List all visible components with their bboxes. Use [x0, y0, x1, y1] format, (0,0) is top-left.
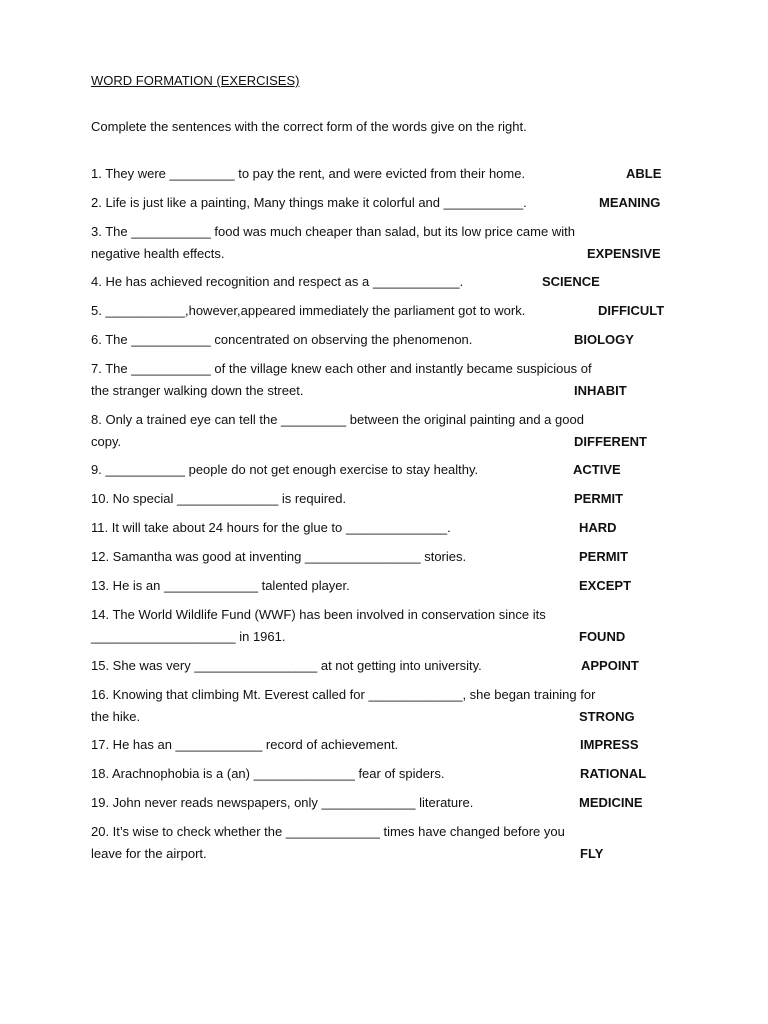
- exercise-sentence-line: 17. He has an ____________ record of achievement.: [91, 737, 399, 752]
- exercise-sentence-line: the stranger walking down the street.: [91, 383, 304, 398]
- exercise-sentence-line: 12. Samantha was good at inventing ________________ stories.: [91, 549, 467, 564]
- exercise-sentence-line: the hike.: [91, 709, 141, 724]
- root-word: PERMIT: [574, 491, 624, 506]
- root-word: MEDICINE: [579, 795, 643, 810]
- exercise-sentence-line: 8. Only a trained eye can tell the _________ between the original painting and a good: [91, 412, 584, 427]
- exercise-sentence-line: 11. It will take about 24 hours for the glue to ______________.: [91, 520, 451, 535]
- root-word: FOUND: [579, 629, 626, 644]
- root-word: DIFFICULT: [598, 303, 665, 318]
- exercise-sentence-line: 13. He is an _____________ talented player.: [91, 578, 350, 593]
- root-word: SCIENCE: [542, 274, 600, 289]
- exercise-sentence-line: 6. The ___________ concentrated on observing the phenomenon.: [91, 332, 473, 347]
- root-word: EXPENSIVE: [587, 246, 661, 261]
- exercise-sentence-line: negative health effects.: [91, 246, 225, 261]
- exercise-sentence-line: 16. Knowing that climbing Mt. Everest called for _____________, she began training for: [91, 687, 596, 702]
- root-word: ACTIVE: [573, 462, 621, 477]
- exercise-sentence-line: copy.: [91, 434, 122, 449]
- exercise-sentence-line: ____________________ in 1961.: [91, 629, 286, 644]
- page-title: WORD FORMATION (EXERCISES): [91, 73, 300, 88]
- root-word: IMPRESS: [580, 737, 639, 752]
- exercise-sentence-line: 1. They were _________ to pay the rent, and were evicted from their home.: [91, 166, 526, 181]
- root-word: APPOINT: [581, 658, 639, 673]
- root-word: INHABIT: [574, 383, 627, 398]
- root-word: HARD: [579, 520, 617, 535]
- exercise-sentence-line: 20. It’s wise to check whether the _____________ times have changed before you: [91, 824, 565, 839]
- root-word: PERMIT: [579, 549, 629, 564]
- root-word: EXCEPT: [579, 578, 632, 593]
- root-word: ABLE: [626, 166, 662, 181]
- exercise-sentence-line: 9. ___________ people do not get enough exercise to stay healthy.: [91, 462, 479, 477]
- exercise-sentence-line: 14. The World Wildlife Fund (WWF) has been involved in conservation since its: [91, 607, 546, 622]
- root-word: RATIONAL: [580, 766, 647, 781]
- exercise-sentence-line: 18. Arachnophobia is a (an) ______________ fear of spiders.: [91, 766, 445, 781]
- exercise-sentence-line: 10. No special ______________ is required.: [91, 491, 347, 506]
- root-word: FLY: [580, 846, 604, 861]
- exercise-sentence-line: 2. Life is just like a painting, Many things make it colorful and ___________.: [91, 195, 527, 210]
- root-word: DIFFERENT: [574, 434, 647, 449]
- root-word: STRONG: [579, 709, 635, 724]
- instructions: Complete the sentences with the correct form of the words give on the right.: [91, 119, 527, 134]
- exercise-sentence-line: 5. ___________,however,appeared immediately the parliament got to work.: [91, 303, 526, 318]
- root-word: MEANING: [599, 195, 661, 210]
- exercise-sentence-line: 15. She was very _________________ at not getting into university.: [91, 658, 482, 673]
- exercise-sentence-line: 7. The ___________ of the village knew each other and instantly became suspicious of: [91, 361, 592, 376]
- exercise-sentence-line: 4. He has achieved recognition and respect as a ____________.: [91, 274, 464, 289]
- exercise-sentence-line: leave for the airport.: [91, 846, 207, 861]
- root-word: BIOLOGY: [574, 332, 634, 347]
- exercise-sentence-line: 19. John never reads newspapers, only _____________ literature.: [91, 795, 474, 810]
- exercise-sentence-line: 3. The ___________ food was much cheaper than salad, but its low price came with: [91, 224, 575, 239]
